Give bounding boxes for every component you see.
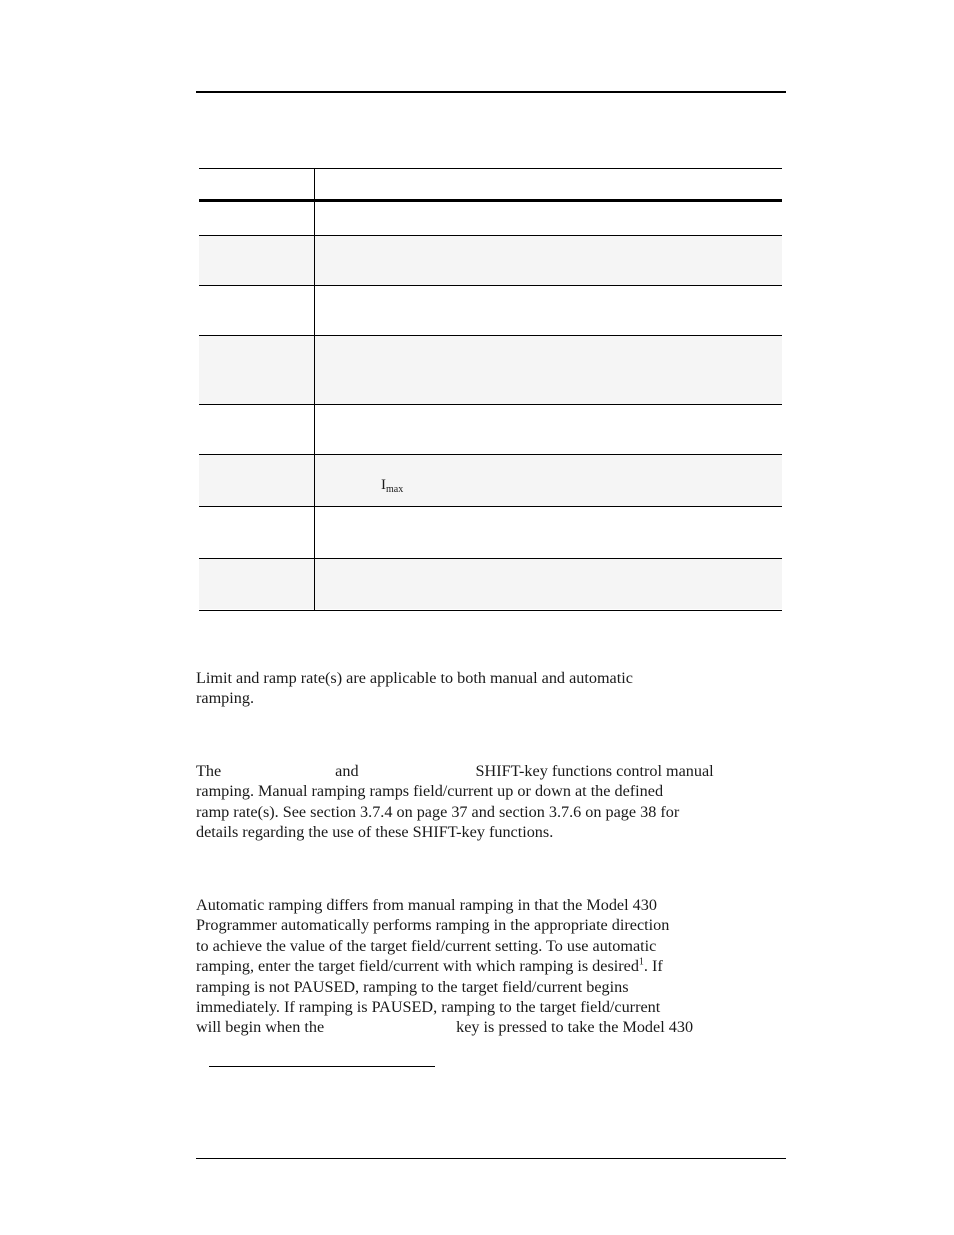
limits-paragraph xyxy=(196,668,786,709)
text-line: The and SHIFT-key functions control manual xyxy=(196,762,714,780)
text-line: Programmer automatically performs ramping in the appropriate direction xyxy=(196,916,670,935)
manual-ramping-paragraph xyxy=(196,761,786,843)
text-line: will begin when the key is pressed to take the Model 430 xyxy=(196,1018,694,1037)
text-line: ramp rate(s). See section 3.7.4 on page 37 and section 3.7.6 on page 38 for xyxy=(196,802,680,821)
table-row xyxy=(199,202,782,235)
text-line: immediately. If ramping is PAUSED, ramping to the target field/current xyxy=(196,997,661,1016)
text-line: ramping. Manual ramping ramps field/current up or down at the defined xyxy=(196,782,664,801)
table-row xyxy=(199,405,782,454)
table-row xyxy=(199,507,782,558)
table-row xyxy=(199,336,782,404)
table-row xyxy=(199,236,782,285)
table-row xyxy=(199,559,782,609)
text-line: ramping. xyxy=(196,689,254,708)
footer-rule xyxy=(196,1158,786,1159)
table-row xyxy=(199,455,782,506)
automatic-ramping-paragraph xyxy=(196,895,786,1038)
text-line: Automatic ramping differs from manual ramping in that the Model 430 xyxy=(196,896,657,914)
table-row xyxy=(199,286,782,335)
text-line: to achieve the value of the target field/current setting. To use automatic xyxy=(196,936,657,955)
table-column-divider xyxy=(314,169,315,610)
text-line: details regarding the use of these SHIFT-key functions. xyxy=(196,823,554,842)
text-line: ramping is not PAUSED, ramping to the target field/current begins xyxy=(196,977,629,996)
parameter-table xyxy=(199,168,782,611)
text-line: Limit and ramp rate(s) are applicable to both manual and automatic xyxy=(196,669,633,687)
footnote-marker: 1 xyxy=(638,956,644,968)
table-header-row xyxy=(199,169,782,199)
header-rule xyxy=(196,91,786,93)
footnote-separator xyxy=(209,1066,435,1067)
imax-symbol: $I_{max}$ xyxy=(381,477,404,495)
text-line: ramping, enter the target field/current with which ramping is desired$^1$. If xyxy=(196,956,663,976)
